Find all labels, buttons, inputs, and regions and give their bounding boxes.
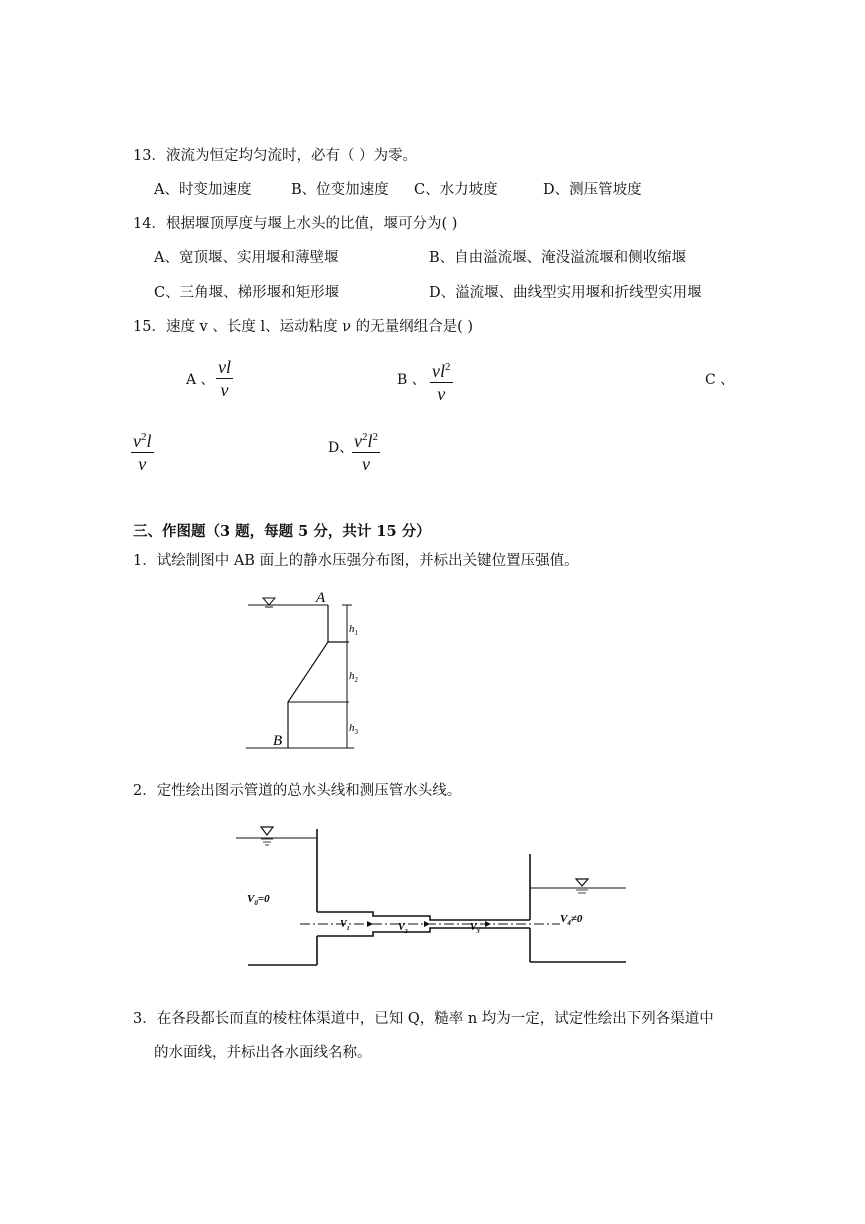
section3-q3-line1: 3．在各段都长而直的棱柱体渠道中，已知 Q，糙率 n 均为一定，试定性绘出下列各渠道中: [133, 1011, 714, 1027]
svg-text:V2: [398, 922, 408, 935]
label-h3: h: [349, 722, 355, 734]
q14-option-b: B、自由溢流堰、淹没溢流堰和侧收缩堰: [429, 250, 687, 266]
q13-option-c: C、水力坡度: [414, 182, 498, 198]
label-v2: V: [398, 922, 405, 933]
label-h2: h: [349, 670, 355, 682]
label-v0-eq: =0: [257, 893, 270, 905]
figure-pipeline: [230, 818, 640, 973]
label-h1: h: [349, 623, 355, 635]
q15-fraction-a: [216, 356, 233, 401]
q15-label-c: C 、: [705, 372, 735, 388]
q13-option-d: D、测压管坡度: [543, 182, 642, 198]
label-h1-sub: 1: [354, 629, 358, 637]
label-v4-ne: ≠0: [570, 913, 583, 925]
figure-static-pressure: [240, 585, 380, 755]
q15-stem: 15．速度 v 、长度 l、运动粘度 ν 的无量纲组合是( ): [133, 319, 474, 335]
fraction-c-denominator: ν: [138, 454, 147, 474]
q14-option-c: C、三角堰、梯形堰和矩形堰: [154, 285, 340, 301]
label-v1-sub: 1: [346, 926, 350, 932]
fraction-d-exp-b: 2: [372, 431, 379, 443]
fraction-a-numerator: vl: [218, 357, 231, 377]
fraction-c-v: v: [133, 431, 141, 451]
fraction-b-exponent: 2: [445, 361, 451, 373]
flow-arrow-3: [485, 921, 491, 927]
svg-text:V4≠0: [560, 913, 583, 927]
svg-text:h2: [349, 670, 359, 684]
q13-option-a: A、时变加速度: [154, 182, 252, 198]
fraction-b-numerator: vl: [432, 361, 445, 381]
fraction-d-denominator: ν: [362, 454, 370, 474]
label-v3-sub: 3: [476, 929, 480, 935]
flow-arrow-1: [367, 921, 373, 927]
q14-option-d: D、溢流堰、曲线型实用堰和折线型实用堰: [429, 285, 702, 301]
q15-fraction-b: [430, 356, 453, 405]
q13-stem: 13．液流为恒定均匀流时，必有（ ）为零。: [133, 148, 418, 164]
section3-q1: 1．试绘制图中 AB 面上的静水压强分布图，并标出关键位置压强值。: [133, 553, 579, 569]
left-water-level-icon: [261, 827, 273, 835]
svg-text:V3: [470, 922, 480, 935]
section-heading: 三、作图题（3 题，每题 5 分，共计 15 分）: [133, 523, 431, 540]
svg-text:h1: [349, 623, 359, 637]
svg-text:V1: [340, 919, 350, 932]
right-water-level-icon: [576, 879, 588, 886]
water-level-icon: [263, 598, 275, 605]
label-A: A: [316, 590, 326, 606]
fraction-d-exp-a: 2: [362, 431, 368, 443]
q15-label-a: A 、: [186, 372, 215, 388]
section3-q3-line2: 的水面线，并标出各水面线名称。: [154, 1045, 372, 1061]
label-v0-sub: 0: [254, 899, 258, 907]
fraction-c-exp: 2: [141, 431, 147, 443]
flow-arrow-2: [424, 921, 430, 927]
q15-fraction-c: [131, 426, 154, 475]
fraction-d-l: l: [367, 431, 373, 451]
fraction-c-l: l: [146, 431, 152, 451]
q15-fraction-d: [352, 426, 380, 475]
q14-stem: 14．根据堰顶厚度与堰上水头的比值，堰可分为( ): [133, 216, 458, 232]
section3-q2: 2．定性绘出图示管道的总水头线和测压管水头线。: [133, 783, 462, 799]
label-h2-sub: 2: [354, 676, 358, 684]
q15-label-d: D、: [328, 440, 354, 456]
fraction-d-v: v: [354, 431, 362, 451]
svg-text:h3: [349, 722, 359, 736]
label-h3-sub: 3: [354, 728, 358, 736]
q14-option-a: A、宽顶堰、实用堰和薄壁堰: [154, 250, 339, 266]
label-v1: V: [340, 919, 347, 930]
label-B: B: [273, 733, 283, 749]
label-v2-sub: 2: [404, 929, 408, 935]
label-v4: V: [560, 913, 568, 925]
q13-option-b: B、位变加速度: [291, 182, 389, 198]
label-v0: V: [247, 893, 255, 905]
fraction-a-denominator: ν: [220, 380, 229, 400]
label-v4-sub: 4: [567, 919, 571, 927]
label-v3: V: [470, 922, 477, 933]
fraction-b-denominator: ν: [437, 384, 446, 404]
svg-text:V0=0: [247, 893, 270, 907]
q15-label-b: B 、: [397, 372, 426, 388]
